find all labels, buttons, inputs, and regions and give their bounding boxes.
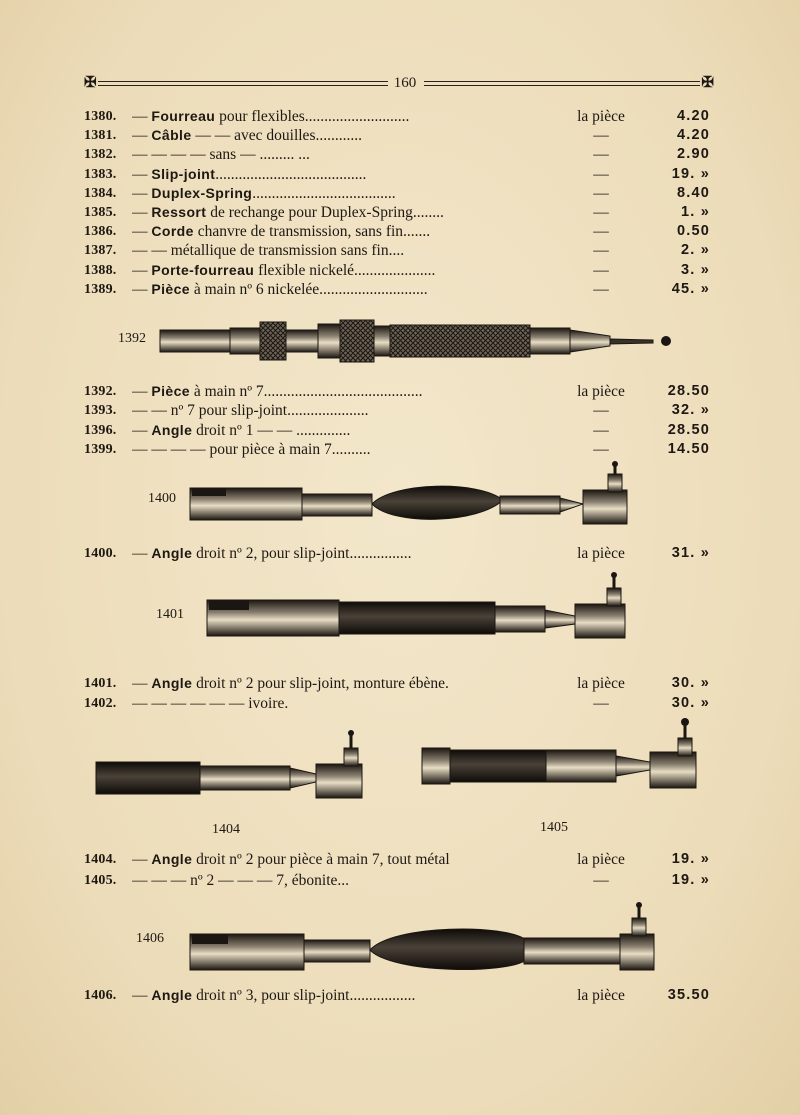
entry-price: 3. » — [681, 261, 710, 278]
entry-description: — Câble — — avec douilles............ — [132, 127, 362, 145]
entry-number: 1389. — [84, 281, 117, 297]
entry-number: 1383. — [84, 166, 117, 182]
header-rule-right — [424, 81, 700, 86]
entry-unit: — — [593, 146, 609, 164]
catalog-entry-1405 — [84, 871, 716, 890]
entry-price: 35.50 — [667, 987, 710, 1003]
entry-description: — — — nº 2 — — — 7, ébonite... — [132, 872, 350, 889]
entry-number: 1387. — [84, 243, 117, 259]
figure-label-1400: 1400 — [148, 491, 176, 506]
catalog-entry-1406 — [84, 986, 716, 1005]
catalog-entry-1396 — [84, 421, 716, 440]
figure-label-1401: 1401 — [156, 607, 184, 622]
entry-description: — — métallique de transmission sans fin.... — [132, 242, 405, 260]
catalog-entry-1399 — [84, 440, 716, 459]
entry-price: 28.50 — [667, 383, 710, 399]
entry-number: 1384. — [84, 185, 117, 201]
catalog-entry-1383 — [84, 165, 716, 184]
angle-1406-illustration — [188, 900, 660, 976]
page-header — [84, 74, 716, 94]
entry-number: 1399. — [84, 442, 117, 458]
catalog-entry-1389 — [84, 280, 716, 299]
entry-price: 19. » — [671, 165, 710, 182]
entry-description: — — — — pour pièce à main 7.......... — [132, 441, 371, 459]
entry-price: 32. » — [671, 402, 710, 419]
entry-description: — Slip-joint....................................... — [132, 165, 367, 183]
entry-description: — Corde chanvre de transmission, sans fin....... — [132, 223, 431, 241]
entry-description: — Angle droit nº 2 pour slip-joint, monture ébène. — [132, 675, 449, 692]
entry-description: — Pièce à main nº 7......................................... — [132, 383, 423, 400]
entry-unit: — — [593, 204, 609, 221]
entry-unit: — — [593, 184, 609, 202]
entry-number: 1401. — [84, 676, 117, 691]
entry-description: — — — — sans — ......... ... — [132, 146, 310, 164]
angle-1401-illustration — [205, 570, 630, 642]
entry-number: 1402. — [84, 695, 117, 711]
entry-price: 28.50 — [667, 421, 710, 438]
entry-price: 2.90 — [676, 146, 710, 163]
entry-description: — Ressort de rechange pour Duplex-Spring........ — [132, 204, 444, 221]
entry-unit: la pièce — [577, 108, 625, 125]
catalog-entry-1384 — [84, 184, 716, 203]
angle-1404-illustration — [94, 728, 369, 803]
ornament-left-icon: ✠ — [84, 75, 97, 91]
entry-price: 1. » — [681, 204, 710, 220]
entry-number: 1400. — [84, 546, 117, 561]
catalog-entry-1401 — [84, 674, 716, 693]
entry-number: 1404. — [84, 852, 117, 867]
entry-number: 1392. — [84, 384, 117, 399]
entry-price: 14.50 — [667, 441, 710, 458]
entry-number: 1406. — [84, 988, 117, 1003]
catalog-entry-1380 — [84, 107, 716, 126]
entry-unit: — — [593, 261, 609, 279]
entry-number: 1385. — [84, 205, 117, 220]
entry-number: 1382. — [84, 147, 117, 163]
entry-price: 19. » — [671, 872, 710, 888]
angle-1405-illustration — [420, 716, 702, 794]
catalog-entry-1381 — [84, 126, 716, 145]
catalog-entry-1387 — [84, 241, 716, 260]
entry-unit: la pièce — [577, 545, 625, 562]
entry-unit: — — [593, 402, 609, 420]
entry-number: 1380. — [84, 109, 117, 124]
figure-label-1404: 1404 — [212, 822, 240, 837]
ornament-right-icon: ✠ — [701, 75, 714, 91]
entry-number: 1388. — [84, 262, 117, 278]
entry-unit: la pièce — [577, 987, 625, 1004]
angle-1400-illustration — [188, 460, 638, 532]
entry-price: 4.20 — [676, 127, 710, 144]
entry-number: 1396. — [84, 422, 117, 438]
catalog-entry-1392 — [84, 382, 716, 401]
entry-description: — Angle droit nº 3, pour slip-joint................. — [132, 987, 416, 1004]
entry-unit: — — [593, 441, 609, 459]
figure-label-1392: 1392 — [118, 331, 146, 346]
entry-description: — — — — — — ivoire. — [132, 694, 289, 712]
entry-number: 1381. — [84, 128, 117, 144]
entry-number: 1393. — [84, 403, 117, 419]
entry-price: 8.40 — [676, 184, 710, 201]
entry-description: — Fourreau pour flexibles........................... — [132, 108, 410, 125]
page-number: 160 — [393, 75, 417, 91]
catalog-entry-1388 — [84, 261, 716, 280]
entry-unit: la pièce — [577, 675, 625, 692]
entry-unit: la pièce — [577, 383, 625, 400]
catalog-entry-1404 — [84, 850, 716, 869]
entry-unit: — — [593, 223, 609, 241]
entry-price: 45. » — [671, 280, 710, 297]
entry-unit: — — [593, 242, 609, 260]
entry-description: — Angle droit nº 2 pour pièce à main 7, tout métal — [132, 851, 450, 868]
entry-price: 0.50 — [676, 223, 710, 240]
entry-unit: — — [593, 165, 609, 183]
entry-number: 1386. — [84, 224, 117, 240]
entry-description: — Porte-fourreau flexible nickelé..................... — [132, 261, 436, 279]
entry-price: 30. » — [671, 694, 710, 711]
figure-label-1406: 1406 — [136, 931, 164, 946]
header-rule-left — [98, 81, 388, 86]
catalog-entry-1386 — [84, 222, 716, 241]
entry-unit: — — [593, 421, 609, 439]
entry-unit: — — [593, 872, 609, 889]
entry-unit: — — [593, 127, 609, 145]
catalog-entry-1402 — [84, 694, 716, 713]
catalog-entry-1382 — [84, 145, 716, 164]
entry-price: 2. » — [681, 242, 710, 259]
entry-description: — Angle droit nº 2, pour slip-joint................ — [132, 545, 412, 562]
entry-unit: — — [593, 694, 609, 712]
entry-description: — Pièce à main nº 6 nickelée............................ — [132, 280, 428, 298]
catalog-entry-1393 — [84, 401, 716, 420]
catalog-entry-1385 — [84, 203, 716, 222]
entry-description: — Angle droit nº 1 — — .............. — [132, 421, 351, 439]
entry-price: 30. » — [671, 675, 710, 691]
entry-price: 31. » — [671, 545, 710, 561]
figure-label-1405: 1405 — [540, 820, 568, 835]
entry-description: — Duplex-Spring..................................... — [132, 184, 396, 202]
catalog-entry-1400 — [84, 544, 716, 563]
entry-unit: — — [593, 280, 609, 298]
entry-description: — — nº 7 pour slip-joint..................... — [132, 402, 369, 420]
entry-number: 1405. — [84, 873, 117, 888]
handpiece-1392-illustration — [158, 318, 678, 368]
entry-unit: la pièce — [577, 851, 625, 868]
entry-price: 4.20 — [676, 108, 710, 124]
entry-price: 19. » — [671, 851, 710, 867]
